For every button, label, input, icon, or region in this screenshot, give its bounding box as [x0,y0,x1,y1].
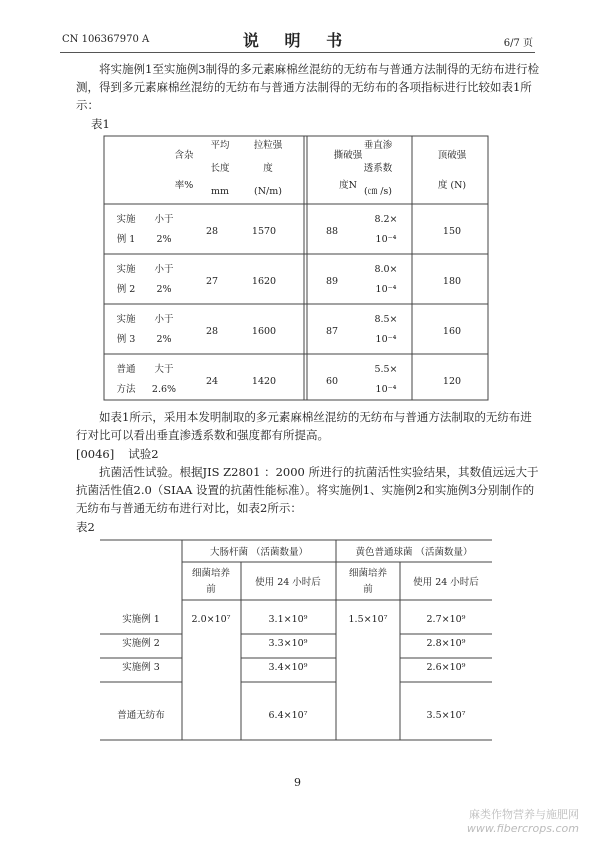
table2-sub-after: 使用 24 小时后 [413,577,479,588]
table2-cell-after-staph: 2.6×10⁹ [426,662,466,673]
table2-row-name: 实施例 1 [122,614,160,625]
table1-row-name: 例 3 [116,334,136,345]
table1-row-name: 例 2 [116,284,136,295]
header-tensile: 度 [263,163,273,174]
header-perm: 透系数 [363,163,393,174]
table2-cell-after-ecoli: 6.4×10⁷ [268,710,308,721]
table2-sub-before: 前 [206,584,216,595]
table1-cell-perm: 10⁻⁴ [375,284,397,295]
table2 [96,536,496,744]
table1-label: 表1 [91,117,110,131]
table2-group-staph: 黄色普通球菌 （活菌数量） [355,547,473,558]
header-length: mm [210,186,230,197]
table1-row-name: 普通 [116,364,136,375]
paragraph-intro: 将实施例1至实施例3制得的多元素麻棉丝混纺的无纺布与普通方法制得的无纺布进行检测，得到多元素麻棉丝混纺的无纺布与普通方法制得的无纺布的各项指标进行比较如表1所示： [76,62,540,112]
table1-cell-perm: 10⁻⁴ [375,334,397,345]
header-page: 6/7 页 [503,38,533,49]
header-rule [60,52,535,53]
table2-cell-before-staph: 1.5×10⁷ [348,614,388,625]
header-burst: 顶破强 [437,150,467,161]
table1-cell-burst: 160 [442,326,462,337]
table1 [100,132,492,404]
table1-cell-perm: 10⁻⁴ [375,234,397,245]
table1-cell-tensile: 1620 [251,276,277,287]
watermark-url: www.fibercrops.com [466,822,579,835]
table2-label: 表2 [76,520,95,534]
header-impurity: 率% [174,180,194,191]
table1-cell-tensile: 1570 [251,226,277,237]
header-impurity: 含杂 [174,150,194,161]
section-number: [0046] [76,447,115,461]
table1-cell-impurity: 小于 [154,264,174,275]
table2-cell-after-ecoli: 3.1×10⁹ [268,614,308,625]
table1-cell-perm: 8.0× [374,264,398,275]
table1-cell-burst: 180 [442,276,462,287]
table1-cell-length: 27 [205,276,219,287]
table2-cell-after-ecoli: 3.4×10⁹ [268,662,308,673]
table2-row-name: 实施例 3 [122,662,160,673]
table1-cell-impurity: 大于 [154,364,174,375]
table1-cell-length: 28 [205,326,219,337]
table2-group-ecoli: 大肠杆菌 （活菌数量） [209,547,309,558]
table1-row-name: 实施 [116,214,136,225]
header-length: 平均 [210,140,230,151]
table2-cell-after-staph: 2.7×10⁹ [426,614,466,625]
table1-cell-perm: 10⁻⁴ [375,384,397,395]
table1-cell-impurity: 小于 [154,214,174,225]
table1-cell-perm: 8.5× [374,314,398,325]
table2-cell-after-ecoli: 3.3×10⁹ [268,638,308,649]
header-length: 长度 [210,163,230,174]
header-tear: 撕破强 [333,150,363,161]
table2-sub-before: 细菌培养 [348,568,388,579]
table1-cell-perm: 5.5× [374,364,398,375]
table2-cell-before-ecoli: 2.0×10⁷ [191,614,231,625]
table1-cell-length: 24 [205,376,219,387]
table1-cell-impurity: 2.6% [151,384,177,395]
table2-sub-before: 细菌培养 [191,568,231,579]
section-heading [76,446,173,462]
table1-cell-perm: 8.2× [374,214,398,225]
table1-cell-tear: 88 [325,226,339,237]
paragraph-result1: 如表1所示，采用本发明制取的多元素麻棉丝混纺的无纺布与普通方法制取的无纺布进行对比可以看出垂直渗透系数和强度都有所提高。 [76,410,532,442]
table1-cell-tear: 89 [325,276,339,287]
header-perm: (㎝ /s) [363,186,393,197]
table2-cell-after-staph: 2.8×10⁹ [426,638,466,649]
header-tensile: 拉粒强 [253,140,283,151]
table1-cell-tensile: 1600 [251,326,277,337]
table2-row-name: 普通无纺布 [117,710,165,721]
table1-row-name: 方法 [116,384,136,395]
table1-cell-impurity: 2% [156,334,172,345]
header-tensile: (N/m) [254,186,282,197]
header-title: 说 明 书 [242,31,353,50]
table2-cell-after-staph: 3.5×10⁷ [426,710,466,721]
table1-cell-burst: 120 [442,376,462,387]
page-number: 9 [294,776,301,789]
watermark-title: 麻类作物营养与施肥网 [469,808,579,821]
table1-cell-impurity: 2% [156,234,172,245]
table2-sub-after: 使用 24 小时后 [255,577,321,588]
paragraph-antibacterial: 抗菌活性试验。根据JIS Z2801 ：2000 所进行的抗菌活性实验结果，其数值远远大于抗菌活性值2.0（SIAA 设置的抗菌性能标准）。将实施例1、实施例2和实施例3分别制作的无纺布与普通无纺布进行对比，如表2所示： [76,465,539,515]
table1-row-name: 实施 [116,264,136,275]
table1-row-name: 例 1 [116,234,136,245]
table2-sub-before: 前 [363,584,373,595]
section-title: 试验2 [128,447,159,461]
table1-cell-tensile: 1420 [251,376,277,387]
table1-cell-length: 28 [205,226,219,237]
table1-cell-tear: 60 [325,376,339,387]
table1-cell-tear: 87 [325,326,339,337]
table1-cell-impurity: 2% [156,284,172,295]
table1-row-name: 实施 [116,314,136,325]
table2-row-name: 实施例 2 [122,638,160,649]
header-patent-number: CN 106367970 A [62,34,150,45]
header-perm: 垂直渗 [363,140,393,151]
table1-cell-impurity: 小于 [154,314,174,325]
header-tear: 度N [339,180,357,191]
header-burst: 度 (N) [437,180,467,191]
table1-cell-burst: 150 [442,226,462,237]
